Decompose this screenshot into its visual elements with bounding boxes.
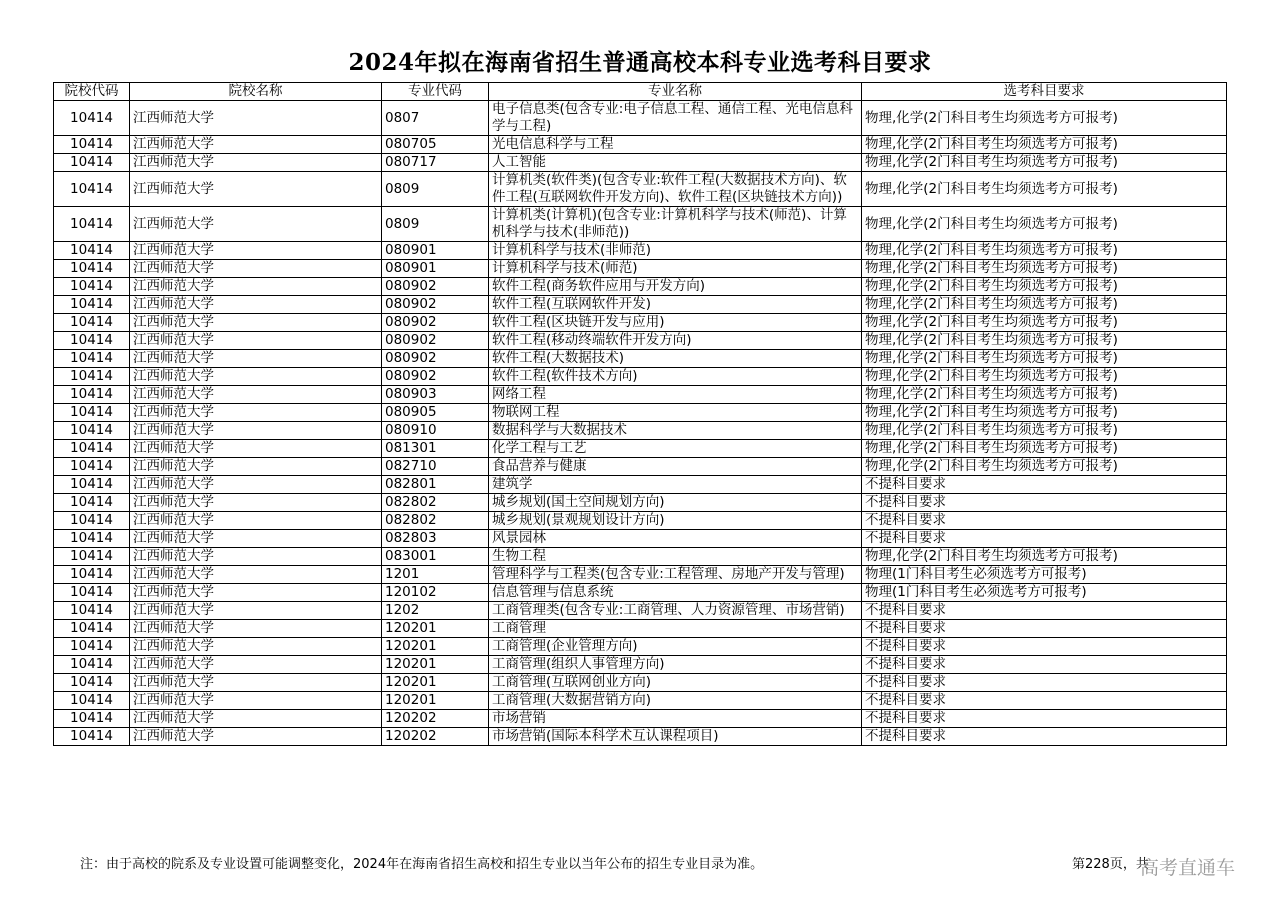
- major-name-cell: 软件工程(大数据技术): [489, 350, 862, 368]
- school-code-cell: 10414: [54, 422, 130, 440]
- major-name-cell: 管理科学与工程类(包含专业:工程管理、房地产开发与管理): [489, 566, 862, 584]
- major-name-cell: 化学工程与工艺: [489, 440, 862, 458]
- school-name-cell: 江西师范大学: [130, 154, 382, 172]
- subject-requirement-cell: 物理,化学(2门科目考生均须选考方可报考): [862, 440, 1227, 458]
- major-code-cell: 080902: [382, 350, 489, 368]
- table-row: [54, 278, 1227, 296]
- table-row: [54, 154, 1227, 172]
- school-code-cell: 10414: [54, 368, 130, 386]
- major-name-cell: 计算机科学与技术(非师范): [489, 242, 862, 260]
- school-name-cell: 江西师范大学: [130, 314, 382, 332]
- major-code-cell: 080903: [382, 386, 489, 404]
- header-school-name: 院校名称: [130, 83, 382, 101]
- school-name-cell: 江西师范大学: [130, 296, 382, 314]
- subject-requirement-cell: 物理,化学(2门科目考生均须选考方可报考): [862, 350, 1227, 368]
- table-row: [54, 386, 1227, 404]
- page-title: 2024年拟在海南省招生普通高校本科专业选考科目要求: [348, 49, 932, 76]
- major-name-cell: 计算机类(计算机)(包含专业:计算机科学与技术(师范)、计算机科学与技术(非师范)): [489, 207, 862, 242]
- school-code-cell: 10414: [54, 314, 130, 332]
- school-code-cell: 10414: [54, 530, 130, 548]
- subject-requirement-cell: 不提科目要求: [862, 656, 1227, 674]
- table-row: [54, 656, 1227, 674]
- major-code-cell: 120201: [382, 692, 489, 710]
- table-row: [54, 602, 1227, 620]
- table-row: [54, 296, 1227, 314]
- school-name-cell: 江西师范大学: [130, 584, 382, 602]
- page-number: 第228页，共: [1072, 857, 1149, 872]
- major-code-cell: 080910: [382, 422, 489, 440]
- subject-requirement-cell: 不提科目要求: [862, 512, 1227, 530]
- school-name-cell: 江西师范大学: [130, 566, 382, 584]
- table-row: [54, 692, 1227, 710]
- school-name-cell: 江西师范大学: [130, 674, 382, 692]
- major-name-cell: 物联网工程: [489, 404, 862, 422]
- subject-requirement-cell: 不提科目要求: [862, 674, 1227, 692]
- major-name-cell: 人工智能: [489, 154, 862, 172]
- table-row: [54, 207, 1227, 242]
- major-code-cell: 0807: [382, 101, 489, 136]
- footer-note: 注：由于高校的院系及专业设置可能调整变化，2024年在海南省招生高校和招生专业以当年公布的招生专业目录为准。: [80, 857, 764, 872]
- major-code-cell: 080902: [382, 332, 489, 350]
- major-name-cell: 电子信息类(包含专业:电子信息工程、通信工程、光电信息科学与工程): [489, 101, 862, 136]
- subject-requirement-cell: 物理,化学(2门科目考生均须选考方可报考): [862, 548, 1227, 566]
- subject-requirement-cell: 物理,化学(2门科目考生均须选考方可报考): [862, 332, 1227, 350]
- subject-requirement-cell: 物理,化学(2门科目考生均须选考方可报考): [862, 296, 1227, 314]
- school-code-cell: 10414: [54, 512, 130, 530]
- school-code-cell: 10414: [54, 656, 130, 674]
- subject-requirement-cell: 不提科目要求: [862, 602, 1227, 620]
- subject-requirement-cell: 不提科目要求: [862, 692, 1227, 710]
- subject-requirement-cell: 不提科目要求: [862, 476, 1227, 494]
- major-name-cell: 城乡规划(景观规划设计方向): [489, 512, 862, 530]
- school-code-cell: 10414: [54, 584, 130, 602]
- school-code-cell: 10414: [54, 494, 130, 512]
- table-row: [54, 332, 1227, 350]
- subject-requirement-cell: 物理(1门科目考生必须选考方可报考): [862, 566, 1227, 584]
- major-name-cell: 市场营销(国际本科学术互认课程项目): [489, 728, 862, 746]
- school-name-cell: 江西师范大学: [130, 136, 382, 154]
- table-row: [54, 710, 1227, 728]
- table-row: [54, 638, 1227, 656]
- school-name-cell: 江西师范大学: [130, 512, 382, 530]
- header-major-code: 专业代码: [382, 83, 489, 101]
- table-row: [54, 584, 1227, 602]
- subject-requirement-cell: 物理,化学(2门科目考生均须选考方可报考): [862, 101, 1227, 136]
- school-code-cell: 10414: [54, 154, 130, 172]
- table-row: [54, 548, 1227, 566]
- major-name-cell: 市场营销: [489, 710, 862, 728]
- major-name-cell: 信息管理与信息系统: [489, 584, 862, 602]
- major-code-cell: 083001: [382, 548, 489, 566]
- header-major-name: 专业名称: [489, 83, 862, 101]
- table-row: [54, 314, 1227, 332]
- major-code-cell: 120202: [382, 728, 489, 746]
- table-header-row: [54, 83, 1227, 101]
- school-code-cell: 10414: [54, 566, 130, 584]
- table-row: [54, 512, 1227, 530]
- major-code-cell: 081301: [382, 440, 489, 458]
- school-code-cell: 10414: [54, 207, 130, 242]
- subject-requirement-cell: 物理,化学(2门科目考生均须选考方可报考): [862, 260, 1227, 278]
- school-code-cell: 10414: [54, 242, 130, 260]
- subject-requirement-cell: 物理,化学(2门科目考生均须选考方可报考): [862, 172, 1227, 207]
- subject-requirement-cell: 不提科目要求: [862, 494, 1227, 512]
- school-name-cell: 江西师范大学: [130, 494, 382, 512]
- major-code-cell: 080717: [382, 154, 489, 172]
- school-code-cell: 10414: [54, 278, 130, 296]
- major-name-cell: 计算机科学与技术(师范): [489, 260, 862, 278]
- subject-requirement-cell: 不提科目要求: [862, 620, 1227, 638]
- school-name-cell: 江西师范大学: [130, 242, 382, 260]
- major-name-cell: 工商管理(企业管理方向): [489, 638, 862, 656]
- school-name-cell: 江西师范大学: [130, 710, 382, 728]
- major-name-cell: 工商管理: [489, 620, 862, 638]
- major-name-cell: 工商管理(大数据营销方向): [489, 692, 862, 710]
- subject-requirement-cell: 物理(1门科目考生必须选考方可报考): [862, 584, 1227, 602]
- subject-requirement-cell: 不提科目要求: [862, 530, 1227, 548]
- school-name-cell: 江西师范大学: [130, 207, 382, 242]
- school-code-cell: 10414: [54, 458, 130, 476]
- major-code-cell: 080902: [382, 278, 489, 296]
- school-name-cell: 江西师范大学: [130, 278, 382, 296]
- table-row: [54, 476, 1227, 494]
- school-code-cell: 10414: [54, 136, 130, 154]
- major-code-cell: 082801: [382, 476, 489, 494]
- school-name-cell: 江西师范大学: [130, 530, 382, 548]
- major-name-cell: 工商管理类(包含专业:工商管理、人力资源管理、市场营销): [489, 602, 862, 620]
- header-subject-requirement: 选考科目要求: [862, 83, 1227, 101]
- major-code-cell: 082710: [382, 458, 489, 476]
- major-code-cell: 080905: [382, 404, 489, 422]
- major-name-cell: 软件工程(商务软件应用与开发方向): [489, 278, 862, 296]
- school-name-cell: 江西师范大学: [130, 332, 382, 350]
- requirements-table: [53, 82, 1227, 746]
- school-name-cell: 江西师范大学: [130, 692, 382, 710]
- major-code-cell: 082802: [382, 512, 489, 530]
- subject-requirement-cell: 物理,化学(2门科目考生均须选考方可报考): [862, 422, 1227, 440]
- major-code-cell: 1201: [382, 566, 489, 584]
- table-row: [54, 368, 1227, 386]
- major-code-cell: 080902: [382, 368, 489, 386]
- major-name-cell: 网络工程: [489, 386, 862, 404]
- school-code-cell: 10414: [54, 440, 130, 458]
- table-row: [54, 620, 1227, 638]
- school-code-cell: 10414: [54, 296, 130, 314]
- school-code-cell: 10414: [54, 386, 130, 404]
- school-code-cell: 10414: [54, 172, 130, 207]
- school-name-cell: 江西师范大学: [130, 172, 382, 207]
- subject-requirement-cell: 物理,化学(2门科目考生均须选考方可报考): [862, 314, 1227, 332]
- subject-requirement-cell: 物理,化学(2门科目考生均须选考方可报考): [862, 242, 1227, 260]
- major-name-cell: 工商管理(互联网创业方向): [489, 674, 862, 692]
- subject-requirement-cell: 物理,化学(2门科目考生均须选考方可报考): [862, 207, 1227, 242]
- school-code-cell: 10414: [54, 692, 130, 710]
- school-name-cell: 江西师范大学: [130, 404, 382, 422]
- major-name-cell: 数据科学与大数据技术: [489, 422, 862, 440]
- school-name-cell: 江西师范大学: [130, 638, 382, 656]
- major-code-cell: 120201: [382, 656, 489, 674]
- school-name-cell: 江西师范大学: [130, 458, 382, 476]
- major-code-cell: 0809: [382, 172, 489, 207]
- school-name-cell: 江西师范大学: [130, 368, 382, 386]
- table-row: [54, 422, 1227, 440]
- school-code-cell: 10414: [54, 638, 130, 656]
- table-row: [54, 494, 1227, 512]
- subject-requirement-cell: 物理,化学(2门科目考生均须选考方可报考): [862, 368, 1227, 386]
- school-code-cell: 10414: [54, 602, 130, 620]
- major-code-cell: 120201: [382, 638, 489, 656]
- major-name-cell: 软件工程(软件技术方向): [489, 368, 862, 386]
- major-name-cell: 食品营养与健康: [489, 458, 862, 476]
- table-row: [54, 404, 1227, 422]
- school-code-cell: 10414: [54, 710, 130, 728]
- major-name-cell: 计算机类(软件类)(包含专业:软件工程(大数据技术方向)、软件工程(互联网软件开发方向)、软件工程(区块链技术方向)): [489, 172, 862, 207]
- school-name-cell: 江西师范大学: [130, 656, 382, 674]
- school-name-cell: 江西师范大学: [130, 620, 382, 638]
- table-row: [54, 440, 1227, 458]
- school-code-cell: 10414: [54, 260, 130, 278]
- table-row: [54, 674, 1227, 692]
- school-name-cell: 江西师范大学: [130, 602, 382, 620]
- subject-requirement-cell: 物理,化学(2门科目考生均须选考方可报考): [862, 278, 1227, 296]
- major-name-cell: 风景园林: [489, 530, 862, 548]
- subject-requirement-cell: 不提科目要求: [862, 728, 1227, 746]
- major-name-cell: 光电信息科学与工程: [489, 136, 862, 154]
- subject-requirement-cell: 物理,化学(2门科目考生均须选考方可报考): [862, 458, 1227, 476]
- major-code-cell: 120202: [382, 710, 489, 728]
- school-name-cell: 江西师范大学: [130, 386, 382, 404]
- major-code-cell: 0809: [382, 207, 489, 242]
- table-row: [54, 172, 1227, 207]
- table-row: [54, 350, 1227, 368]
- major-code-cell: 080705: [382, 136, 489, 154]
- major-code-cell: 120201: [382, 620, 489, 638]
- major-name-cell: 建筑学: [489, 476, 862, 494]
- table-row: [54, 136, 1227, 154]
- major-name-cell: 生物工程: [489, 548, 862, 566]
- school-code-cell: 10414: [54, 674, 130, 692]
- school-code-cell: 10414: [54, 728, 130, 746]
- major-name-cell: 软件工程(区块链开发与应用): [489, 314, 862, 332]
- subject-requirement-cell: 物理,化学(2门科目考生均须选考方可报考): [862, 154, 1227, 172]
- school-name-cell: 江西师范大学: [130, 422, 382, 440]
- major-code-cell: 082802: [382, 494, 489, 512]
- major-code-cell: 080902: [382, 296, 489, 314]
- major-name-cell: 城乡规划(国土空间规划方向): [489, 494, 862, 512]
- school-code-cell: 10414: [54, 548, 130, 566]
- subject-requirement-cell: 不提科目要求: [862, 638, 1227, 656]
- major-code-cell: 080901: [382, 260, 489, 278]
- table-row: [54, 242, 1227, 260]
- table-row: [54, 458, 1227, 476]
- school-code-cell: 10414: [54, 101, 130, 136]
- major-code-cell: 080902: [382, 314, 489, 332]
- school-name-cell: 江西师范大学: [130, 350, 382, 368]
- subject-requirement-cell: 不提科目要求: [862, 710, 1227, 728]
- table-row: [54, 101, 1227, 136]
- school-code-cell: 10414: [54, 404, 130, 422]
- watermark-text: 高考直通车: [1140, 857, 1236, 879]
- major-name-cell: 软件工程(互联网软件开发): [489, 296, 862, 314]
- school-code-cell: 10414: [54, 476, 130, 494]
- school-name-cell: 江西师范大学: [130, 101, 382, 136]
- major-code-cell: 120201: [382, 674, 489, 692]
- subject-requirement-cell: 物理,化学(2门科目考生均须选考方可报考): [862, 136, 1227, 154]
- school-code-cell: 10414: [54, 620, 130, 638]
- major-code-cell: 080901: [382, 242, 489, 260]
- major-name-cell: 软件工程(移动终端软件开发方向): [489, 332, 862, 350]
- major-code-cell: 1202: [382, 602, 489, 620]
- table-row: [54, 530, 1227, 548]
- major-name-cell: 工商管理(组织人事管理方向): [489, 656, 862, 674]
- table-row: [54, 260, 1227, 278]
- school-name-cell: 江西师范大学: [130, 548, 382, 566]
- subject-requirement-cell: 物理,化学(2门科目考生均须选考方可报考): [862, 404, 1227, 422]
- school-name-cell: 江西师范大学: [130, 476, 382, 494]
- school-code-cell: 10414: [54, 350, 130, 368]
- school-name-cell: 江西师范大学: [130, 440, 382, 458]
- school-name-cell: 江西师范大学: [130, 260, 382, 278]
- subject-requirement-cell: 物理,化学(2门科目考生均须选考方可报考): [862, 386, 1227, 404]
- table-row: [54, 566, 1227, 584]
- header-school-code: 院校代码: [54, 83, 130, 101]
- school-name-cell: 江西师范大学: [130, 728, 382, 746]
- table-row: [54, 728, 1227, 746]
- major-code-cell: 120102: [382, 584, 489, 602]
- major-code-cell: 082803: [382, 530, 489, 548]
- school-code-cell: 10414: [54, 332, 130, 350]
